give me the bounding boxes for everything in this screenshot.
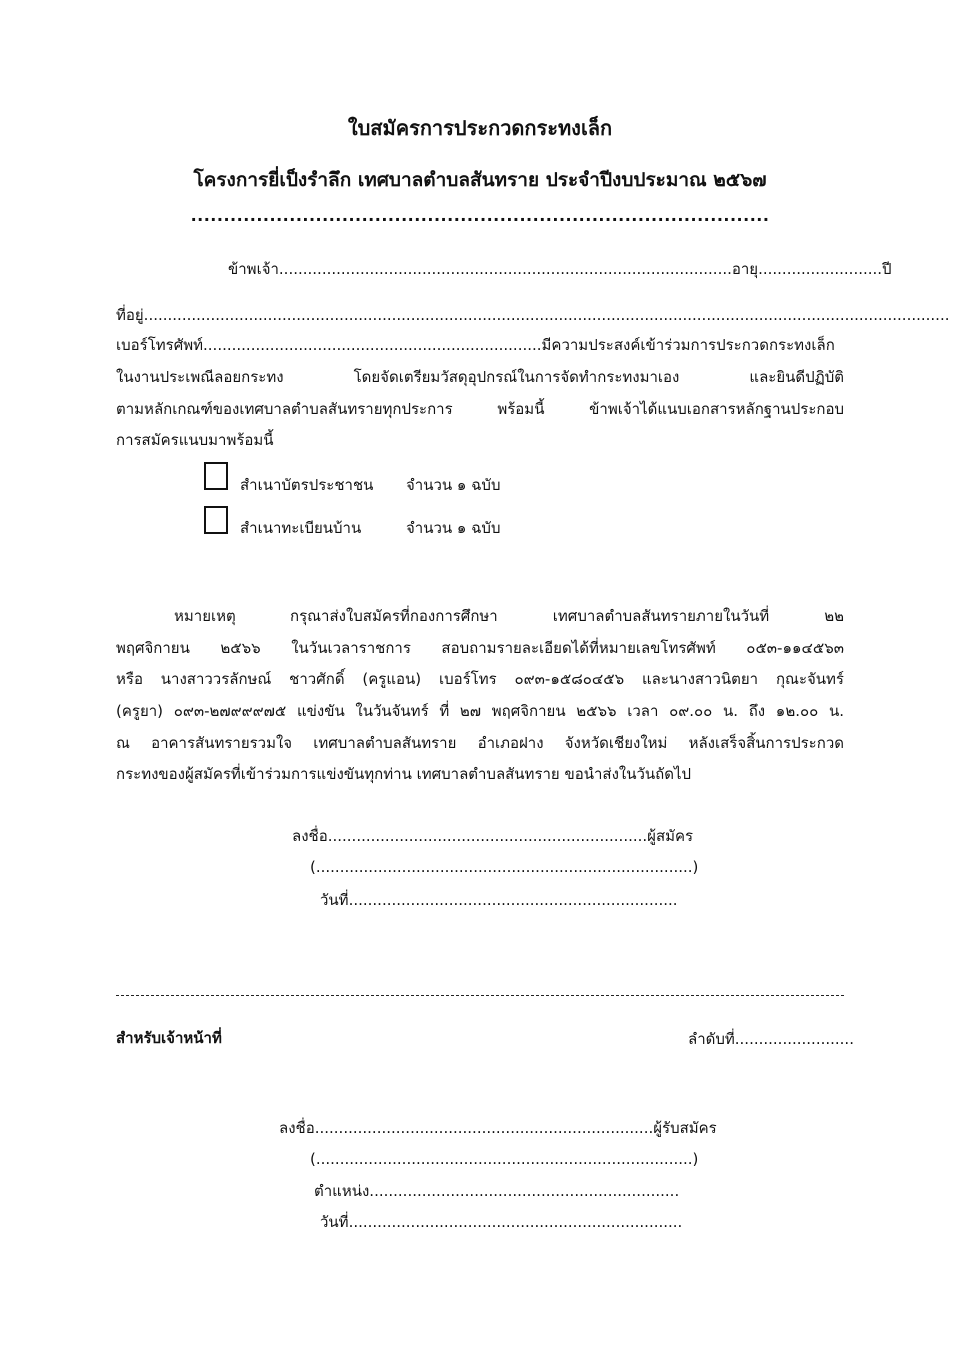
note-line-2: พฤศจิกายน ๒๕๖๖ ในวันเวลาราชการ สอบถามรายละเอียดได้ที่หมายเลขโทรศัพท์ ๐๕๓-๑๑๔๕๖๓	[116, 639, 844, 657]
applicant-signature-line: ลงชื่อ...................................................................ผู้สมัคร	[292, 827, 694, 845]
note-line-1: กรุณาส่งใบสมัครที่กองการศึกษา เทศบาลตำบลสันทรายภายในวันที่ ๒๒	[290, 607, 844, 625]
note-line-4: (ครูยา) ๐๙๓-๒๗๙๙๙๗๕ แข่งขัน ในวันจันทร์ ที่ ๒๗ พฤศจิกายน ๒๕๖๖ เวลา ๐๙.๐๐ น. ถึง ๑๒.๐๐ น.	[116, 702, 844, 720]
title-dotted-line: ........................................................................................	[190, 206, 770, 225]
note-line-5: ณ อาคารสันทรายรวมใจ เทศบาลตำบลสันทราย อำเภอฝาง จังหวัดเชียงใหม่ หลังเสร็จสิ้นการประกวด	[116, 734, 844, 752]
applicant-date-line: วันที่.....................................................................	[320, 891, 678, 909]
applicant-address-line: ที่อยู่.........................................................................................................................................................................	[116, 306, 950, 324]
officer-order-number-line: ลำดับที่.........................	[688, 1030, 854, 1048]
officer-signature-line: ลงชื่อ.......................................................................ผู้รับสมัคร	[279, 1119, 717, 1137]
applicant-name-age-line: ข้าพเจ้า...............................................................................................อายุ..........................ปี	[228, 260, 892, 278]
officer-section-heading: สำหรับเจ้าหน้าที่	[116, 1029, 222, 1047]
body-line-2: ตามหลักเกณฑ์ของเทศบาลตำบลสันทรายทุกประการ พร้อมนี้ ข้าพเจ้าได้แนบเอกสารหลักฐานประกอบ	[116, 400, 844, 418]
house-registration-checkbox[interactable]	[204, 506, 228, 534]
note-line-3: หรือ นางสาววรลักษณ์ ชาวศักดิ์ (ครูแอน) เบอร์โทร ๐๙๓-๑๕๘๐๔๕๖ และนางสาวนิตยา กุณะจันทร์	[116, 670, 844, 688]
form-title: ใบสมัครการประกวดกระทงเล็ก	[347, 116, 613, 140]
note-line-6: กระทงของผู้สมัครที่เข้าร่วมการแข่งขันทุกท่าน เทศบาลตำบลสันทราย ขอนำส่งในวันถัดไป	[116, 765, 692, 783]
house-registration-quantity: จำนวน ๑ ฉบับ	[406, 519, 501, 537]
id-card-quantity: จำนวน ๑ ฉบับ	[406, 476, 501, 494]
section-divider	[116, 995, 844, 996]
applicant-printed-name-line: (...............................................................................)	[310, 858, 699, 876]
body-line-3: การสมัครแนบมาพร้อมนี้	[116, 431, 274, 449]
house-registration-label: สำเนาทะเบียนบ้าน	[240, 519, 362, 537]
form-subtitle: โครงการยี่เป็งรำลึก เทศบาลตำบลสันทราย ประจำปีงบประมาณ ๒๕๖๗	[193, 169, 767, 191]
officer-printed-name-line: (...............................................................................)	[310, 1150, 699, 1168]
id-card-checkbox[interactable]	[204, 462, 228, 490]
officer-date-line: วันที่......................................................................	[320, 1213, 683, 1231]
applicant-phone-line: เบอร์โทรศัพท์.......................................................................มีความประสงค์เข้าร่วมการประกวดกระทงเล็ก	[116, 336, 835, 354]
body-line-1: ในงานประเพณีลอยกระทง โดยจัดเตรียมวัสดุอุปกรณ์ในการจัดทำกระทงมาเอง และยินดีปฏิบัติ	[116, 368, 844, 386]
note-heading: หมายเหตุ	[174, 607, 236, 625]
officer-position-line: ตำแหน่ง.................................................................	[314, 1182, 680, 1200]
id-card-label: สำเนาบัตรประชาชน	[240, 476, 374, 494]
